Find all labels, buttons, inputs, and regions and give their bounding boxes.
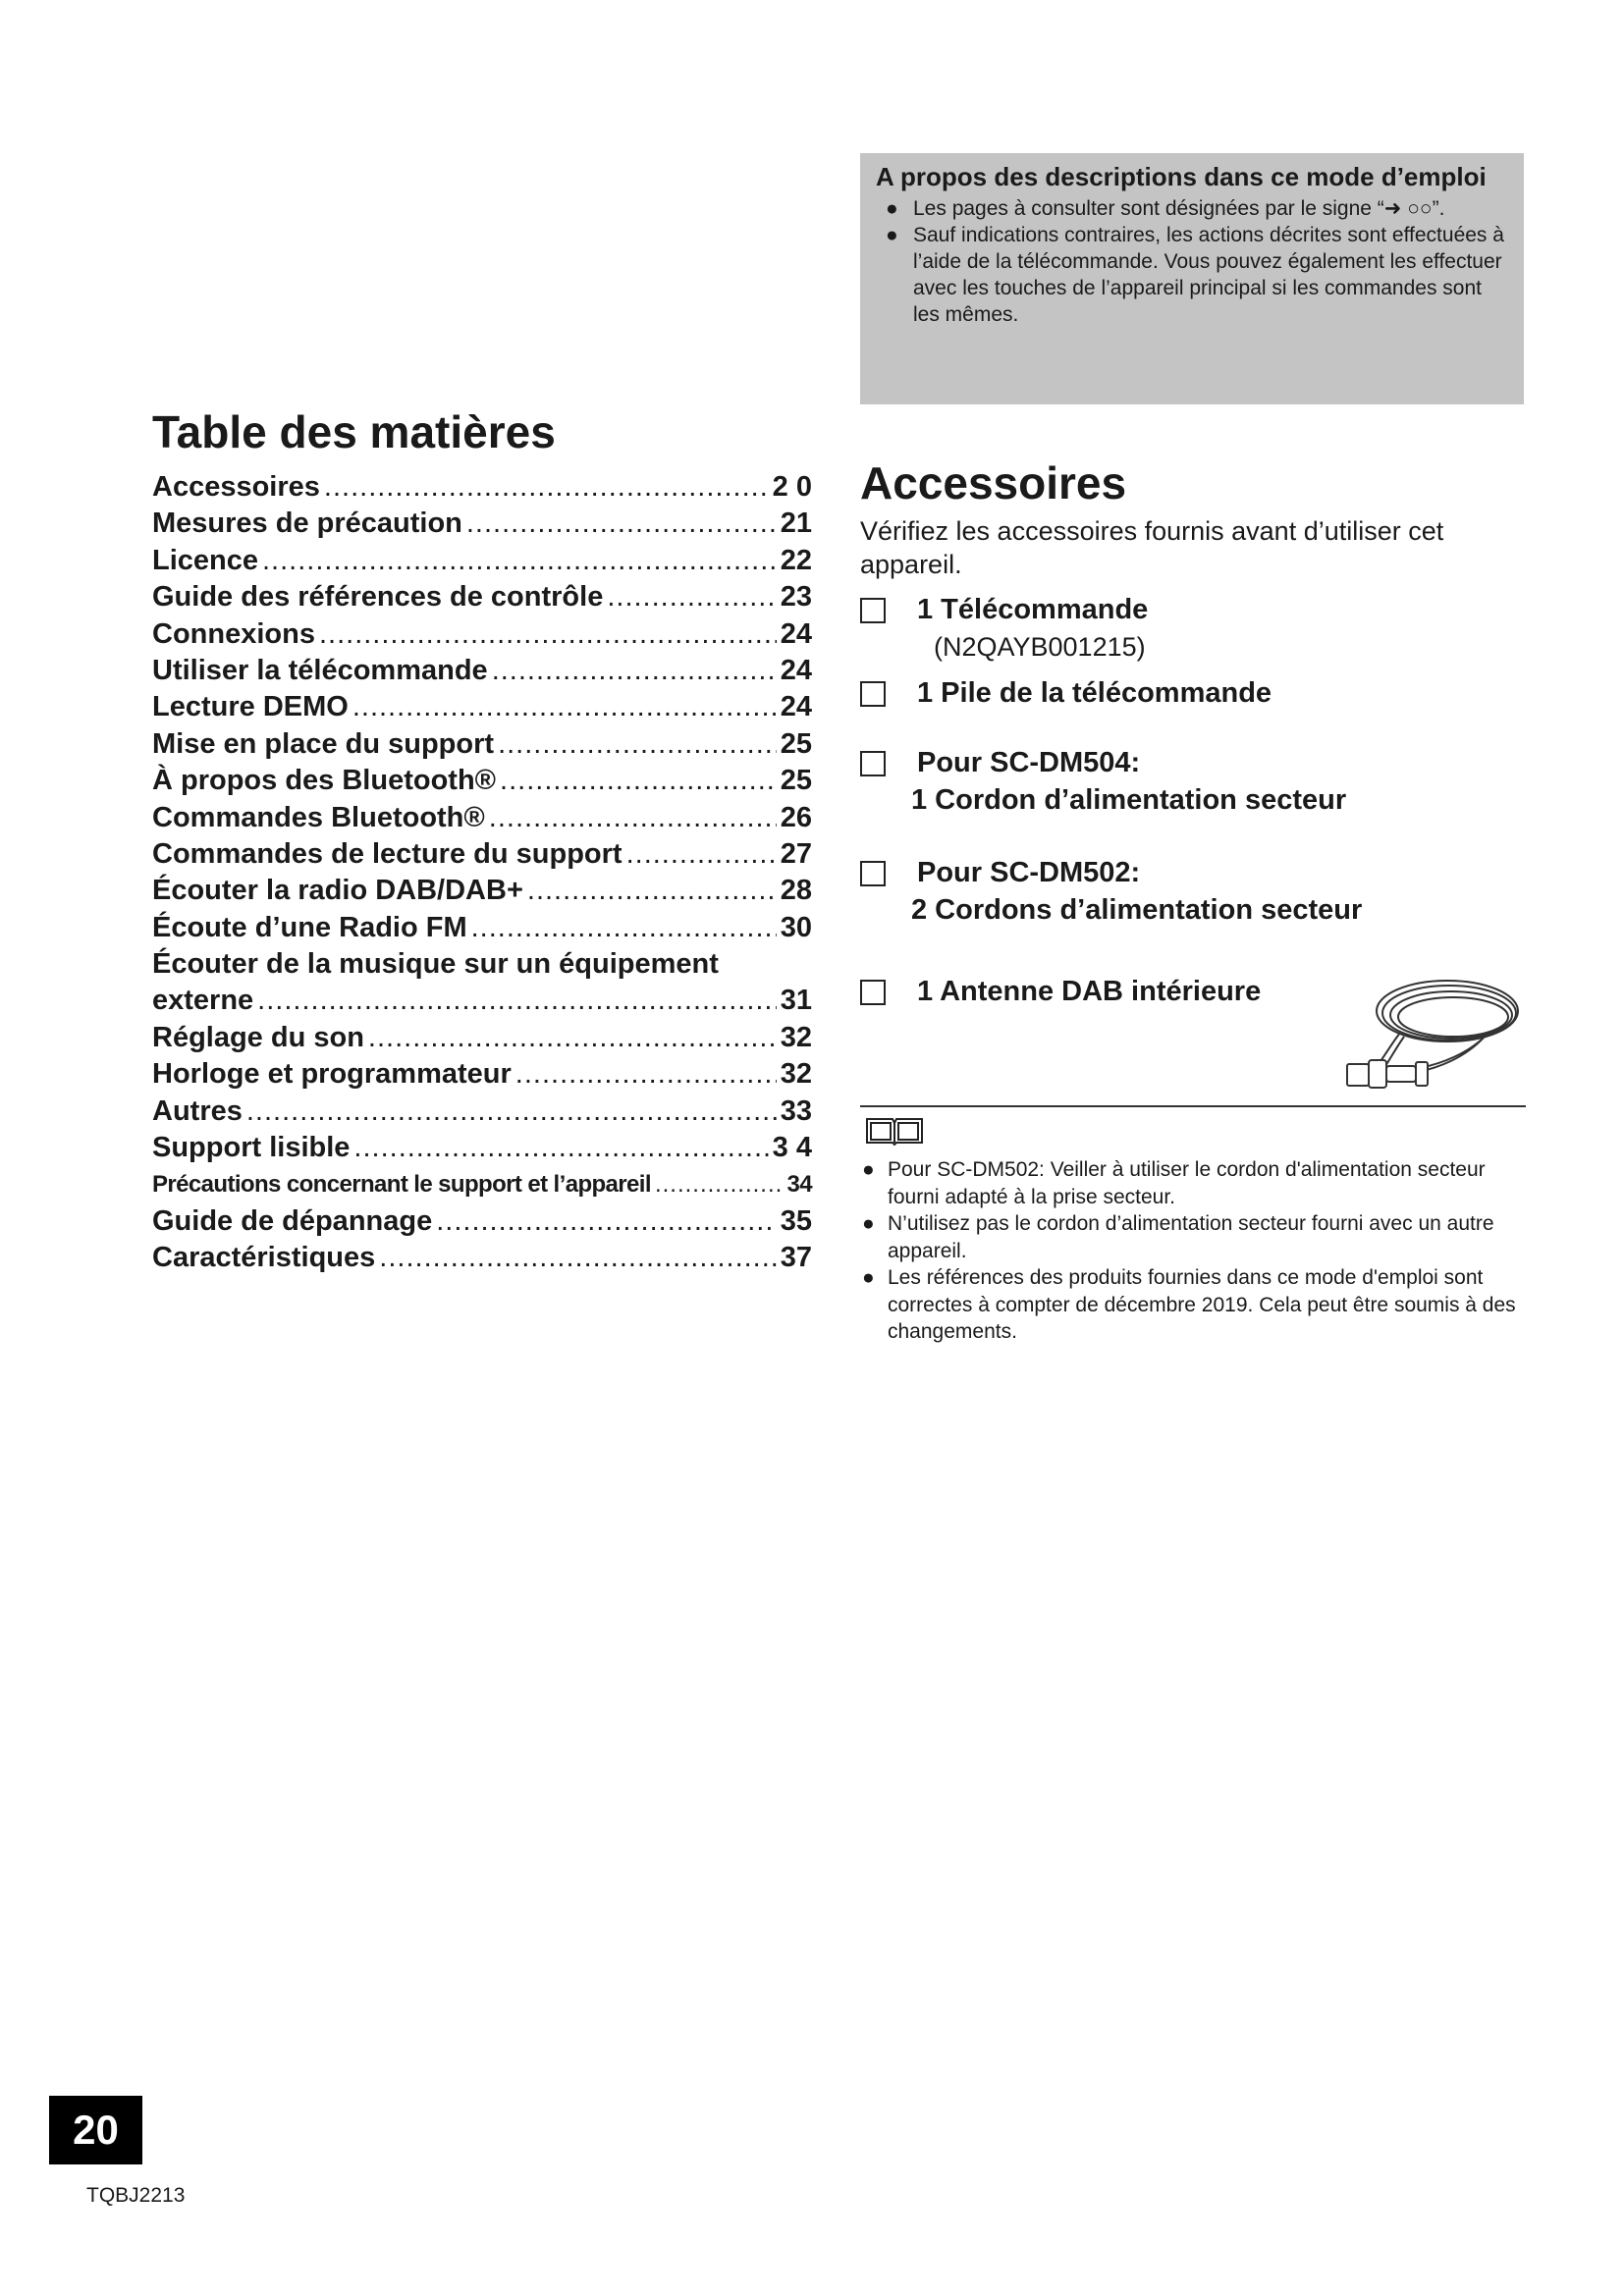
toc-entry[interactable]: Support lisible ..... 3 4 (152, 1130, 812, 1166)
toc-entry[interactable]: Autres ..... 33 (152, 1094, 812, 1130)
toc-entry[interactable]: Utiliser la télécommande ..... 24 (152, 653, 812, 689)
toc-entry[interactable]: Lecture DEMO ..... 24 (152, 689, 812, 725)
note-item: ● N’utilisez pas le cordon d’alimentation secteur fourni avec un autre appareil. (862, 1212, 1494, 1262)
info-box-item: ● Les pages à consulter sont désignées par le signe “➜ ○○”. (886, 197, 1445, 220)
toc-entry[interactable]: Guide de dépannage ..... 35 (152, 1203, 812, 1240)
toc-entry[interactable]: Écoute d’une Radio FM ..... 30 (152, 910, 812, 946)
toc-entry[interactable]: Accessoires ..... 2 0 (152, 469, 812, 506)
toc-entry-line2[interactable]: externe ..... 31 (152, 983, 812, 1019)
checkbox[interactable] (860, 861, 886, 886)
note-item: ● Pour SC-DM502: Veiller à utiliser le cordon d'alimentation secteur fourni adapté à la prise secteur. (862, 1158, 1486, 1208)
toc-entry[interactable]: Commandes de lecture du support ..... 27 (152, 836, 812, 873)
toc-entry[interactable]: Réglage du son ..... 32 (152, 1020, 812, 1056)
checkbox[interactable] (860, 751, 886, 776)
toc-entry[interactable]: Précautions concernant le support et l’appareil ..... 34 (152, 1166, 812, 1202)
toc-entry[interactable]: Licence ..... 22 (152, 543, 812, 579)
page-number: 20 (49, 2096, 142, 2164)
toc-entry[interactable]: Guide des références de contrôle ..... 23 (152, 579, 812, 615)
info-box-list (876, 195, 1508, 328)
checkbox[interactable] (860, 598, 886, 623)
toc-title: Table des matières (152, 406, 556, 457)
note-item: ● Les références des produits fournies dans ce mode d'emploi sont correctes à compter de décembre 2019. Cela peut être soumis à des changements. (862, 1266, 1516, 1343)
accessories-intro: Vérifiez les accessoires fournis avant d’utiliser cet appareil. (860, 516, 1444, 579)
info-box-item: ● Sauf indications contraires, les actions décrites sont effectuées à l’aide de la télécommande. Vous pouvez également les effectuer avec les touches de l’appareil principal si les commandes sont les mêmes. (886, 224, 1504, 326)
toc-entry[interactable]: Commandes Bluetooth® ..... 26 (152, 800, 812, 836)
toc-entry[interactable]: Mesures de précaution ..... 21 (152, 506, 812, 542)
toc-entry-line1[interactable]: Écouter de la musique sur un équipement (152, 948, 719, 981)
checkbox[interactable] (860, 980, 886, 1005)
checkbox[interactable] (860, 681, 886, 707)
toc-entry[interactable]: Mise en place du support ..... 25 (152, 726, 812, 763)
toc-entry[interactable]: Caractéristiques ..... 37 (152, 1240, 812, 1276)
document-code: TQBJ2213 (86, 2184, 186, 2207)
dab-antenna-illustration (1341, 974, 1528, 1090)
toc-entry[interactable]: À propos des Bluetooth® ..... 25 (152, 763, 812, 799)
accessory-notes (860, 1156, 1538, 1346)
accessories-title: Accessoires (860, 457, 1127, 508)
toc-entry[interactable]: Connexions ..... 24 (152, 616, 812, 653)
section-divider (860, 1105, 1526, 1107)
book-icon (864, 1115, 925, 1147)
table-of-contents (152, 469, 812, 1277)
info-box-title: A propos des descriptions dans ce mode d’emploi (876, 162, 1487, 191)
info-box (860, 153, 1524, 404)
toc-entry[interactable]: Horloge et programmateur ..... 32 (152, 1056, 812, 1093)
toc-entry[interactable]: Écouter la radio DAB/DAB+ ..... 28 (152, 873, 812, 909)
